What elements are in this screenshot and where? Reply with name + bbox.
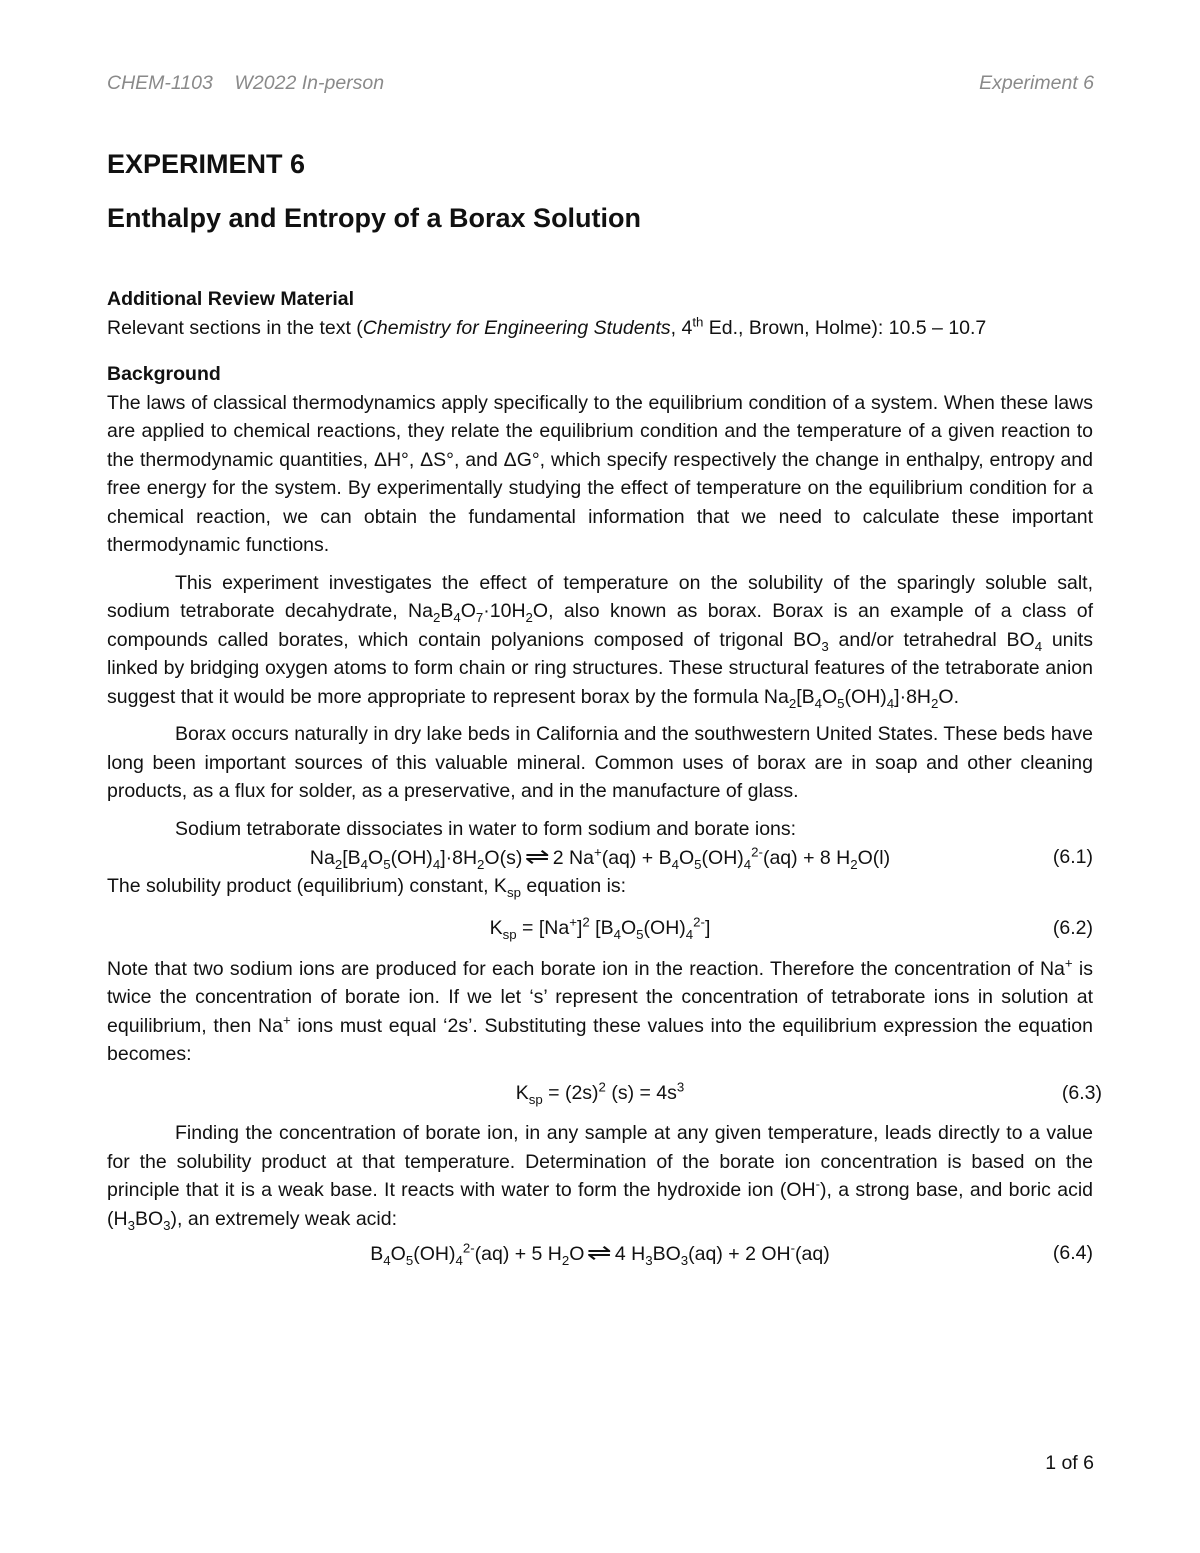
header-course: CHEM-1103 W2022 In-person — [107, 72, 385, 94]
background-paragraph-2: This experiment investigates the effect of temperature on the solubility of the sparingly soluble salt, sodium tetraborate decahydrate, $Na_2B_4O_7\cdot 10H_2O$, also known as borax. Borax is an example of a class of compounds called borates, which contain polyanions composed of trigonal $BO_3$ and/or tetrahedral $BO_4$ units linked by bridging oxygen atoms to form chain or ring structures. These structural features of the tetraborate anion suggest that it would be more appropriate to represent borax by the formula $Na_2[B_4O_5(OH)_4]\cdot 8H_2O$. — [107, 571, 1094, 711]
review-text: Relevant sections in the text (Chemistry for Engineering Students, 4th Ed., Brown, Holme): 10.5 – 10.7 — [107, 314, 987, 339]
background-paragraph-1: The laws of classical thermodynamics apply specifically to the equilibrium condition of a system. When these laws are applied to chemical reactions, they relate the equilibrium condition and the temperature of a given reaction to the thermodynamic quantities, ΔH°, ΔS°, and ΔG°, which specify respectively the change in enthalpy, entropy and free energy for the system. By experimentally studying the effect of temperature on the equilibrium condition for a chemical reaction, we can obtain the fundamental information that we need to calculate these important thermodynamic functions. — [107, 391, 1093, 556]
experiment-title: Enthalpy and Entropy of a Borax Solution — [107, 203, 642, 233]
equation-6-3 — [107, 1079, 1102, 1108]
background-paragraph-3: Borax occurs naturally in dry lake beds in California and the southwestern United States. These beds have long been important sources of this valuable mineral. Common uses of borax are in soap and other cleaning products, as a flux for solder, as a preservative, and in the manufacture of glass. — [107, 723, 1093, 802]
background-heading: Background — [107, 363, 221, 385]
equation-6-1-number: (6.1) — [1052, 846, 1093, 868]
equation-6-1-body: $Na_2[B_4O_5(OH)_4]\cdot 8H_2O(s)$ ⇌ 2 $Na^+(aq) + B_4O_5(OH)_4^{2-}(aq) + 8$ $H_2O(l)$ — [309, 844, 891, 872]
equilibrium-arrow-icon: ⇌ — [587, 1240, 613, 1265]
document-body — [107, 146, 1102, 1268]
equation-6-2-number: (6.2) — [1052, 917, 1093, 939]
review-heading: Additional Review Material — [107, 288, 355, 310]
equation-6-1 — [107, 843, 1093, 872]
equilibrium-arrow-icon: ⇌ — [525, 844, 550, 869]
equation-6-3-number: (6.3) — [1061, 1081, 1102, 1104]
equation-6-2-body: $K_{sp} = [Na^+]^2$ $[B_4O_5(OH)_4^{2-}]$ — [489, 914, 711, 942]
background-paragraph-4: Sodium tetraborate dissociates in water to form sodium and borate ions: — [175, 817, 797, 840]
background-paragraph-5: Note that two sodium ions are produced for each borate ion in the reaction. Therefore the concentration of Na+ is twice the concentration of borate ion. If we let ‘s’ represent the concentration of tetraborate ions in solution at equilibrium, then Na+ ions must equal ‘2s’. Substituting these values into the equilibrium expression the equation becomes: — [107, 955, 1094, 1065]
equation-6-4-body: $B_4O_5(OH)_4^{2-}(aq) + 5$ $H_2O$ ⇌ 4 $H_3BO_3(aq) + 2$ OH-(aq) — [370, 1240, 830, 1268]
textbook-title: Chemistry for Engineering Students — [362, 316, 671, 339]
equation-6-4-number: (6.4) — [1052, 1242, 1093, 1264]
experiment-number: EXPERIMENT 6 — [107, 149, 306, 179]
equation-6-2 — [107, 914, 1093, 943]
ksp-intro: The solubility product (equilibrium) constant, $K_{sp}$ equation is: — [107, 874, 627, 900]
equation-6-3-body: $K_{sp} = (2s)^2$ $(s) = 4s^3$ — [515, 1079, 685, 1107]
page-number: 1 of 6 — [1045, 1452, 1094, 1474]
equation-6-4 — [107, 1239, 1093, 1268]
header-experiment: Experiment 6 — [979, 72, 1094, 94]
background-paragraph-6: Finding the concentration of borate ion, in any sample at any given temperature, leads directly to a value for the solubility product at that temperature. Determination of the borate ion concentration is based on the principle that it is a weak base. It reacts with water to form the hydroxide ion (OH-), a strong base, and boric acid $(H_3BO_3)$, an extremely weak acid: — [107, 1122, 1093, 1233]
